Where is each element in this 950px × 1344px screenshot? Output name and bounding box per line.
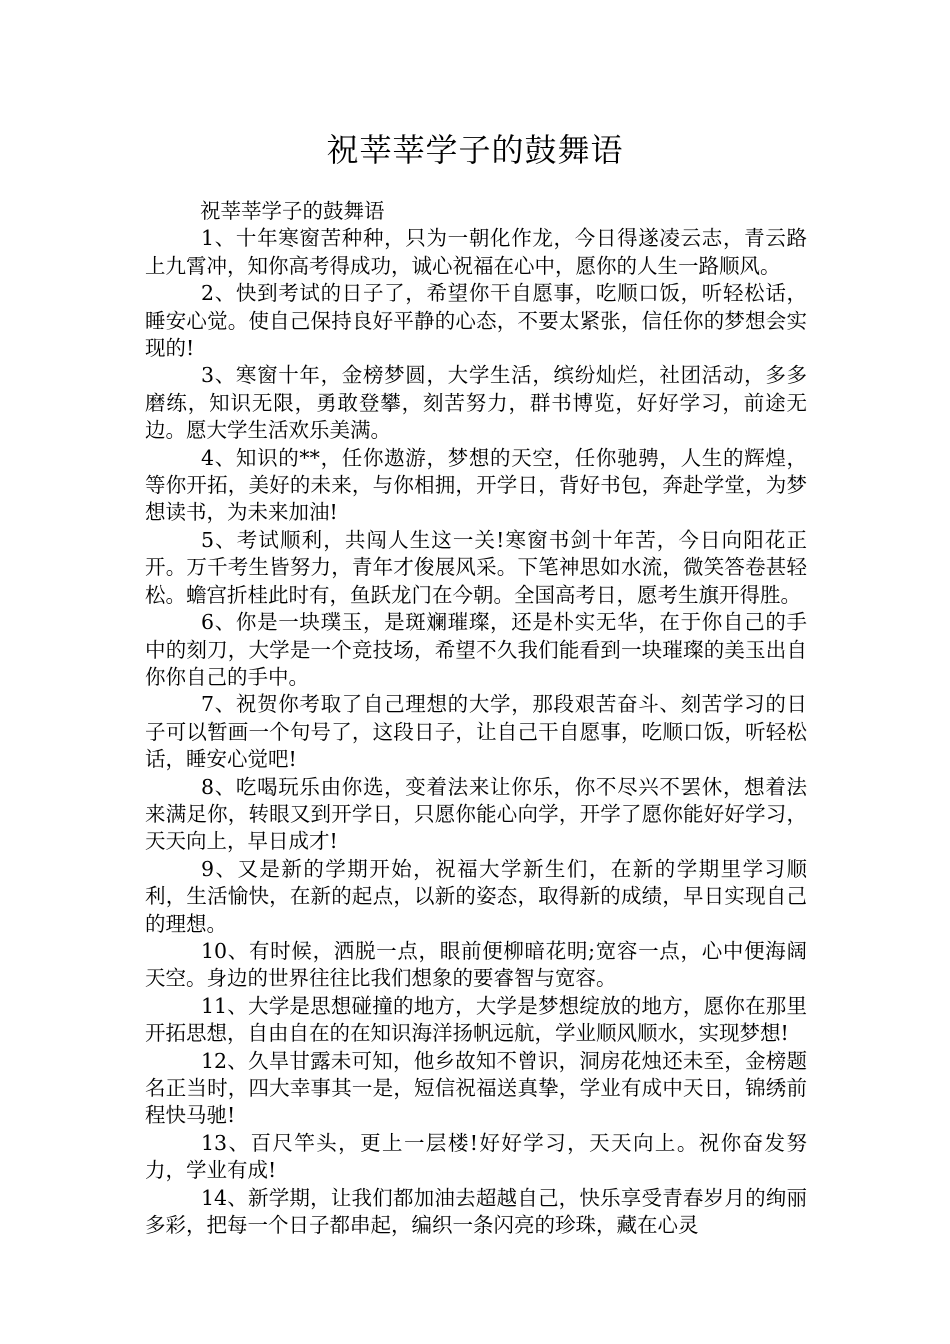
paragraph-7: 7、祝贺你考取了自己理想的大学，那段艰苦奋斗、刻苦学习的日子可以暂画一个句号了，这段日子，让自己干自愿事，吃顺口饭，听轻松话，睡安心觉吧!: [145, 692, 807, 772]
paragraph-2: 2、快到考试的日子了，希望你干自愿事，吃顺口饭，听轻松话，睡安心觉。使自己保持良好平静的心态，不要太紧张，信任你的梦想会实现的!: [145, 281, 807, 361]
paragraph-9: 9、又是新的学期开始，祝福大学新生们，在新的学期里学习顺利，生活愉快，在新的起点，以新的姿态，取得新的成绩，早日实现自己的理想。: [145, 856, 807, 936]
paragraph-10: 10、有时候，洒脱一点，眼前便柳暗花明;宽容一点，心中便海阔天空。身边的世界往往比我们想象的要睿智与宽容。: [145, 938, 807, 991]
paragraph-14: 14、新学期，让我们都加油去超越自己，快乐享受青春岁月的绚丽多彩，把每一个日子都串起，编织一条闪亮的珍珠，藏在心灵: [145, 1185, 807, 1238]
paragraph-8: 8、吃喝玩乐由你选，变着法来让你乐，你不尽兴不罢休，想着法来满足你，转眼又到开学日，只愿你能心向学，开学了愿你能好好学习，天天向上，早日成才!: [145, 774, 807, 854]
paragraph-3: 3、寒窗十年，金榜梦圆，大学生活，缤纷灿烂，社团活动，多多磨练，知识无限，勇敢登攀，刻苦努力，群书博览，好好学习，前途无边。愿大学生活欢乐美满。: [145, 363, 807, 443]
paragraph-6: 6、你是一块璞玉，是斑斓璀璨，还是朴实无华，在于你自己的手中的刻刀，大学是一个竞技场，希望不久我们能看到一块璀璨的美玉出自你你自己的手中。: [145, 610, 807, 689]
paragraph-5: 5、考试顺利，共闯人生这一关!寒窗书剑十年苦，今日向阳花正开。万千考生皆努力，青年才俊展风采。下笔神思如水流，微笑答卷甚轻松。蟾宫折桂此时有，鱼跃龙门在今朝。全国高考日，愿考生旗开得胜。: [145, 527, 807, 607]
paragraph-1: 1、十年寒窗苦种种，只为一朝化作龙，今日得遂凌云志，青云路上九霄冲，知你高考得成功，诚心祝福在心中，愿你的人生一路顺风。: [145, 226, 807, 278]
paragraph-12: 12、久旱甘露未可知，他乡故知不曾识，洞房花烛还未至，金榜题名正当时，四大幸事其一是，短信祝福送真挚，学业有成中天日，锦绣前程快马驰!: [145, 1048, 807, 1128]
paragraph-4: 4、知识的**，任你遨游，梦想的天空，任你驰骋，人生的辉煌，等你开拓，美好的未来，与你相拥，开学日，背好书包，奔赴学堂，为梦想读书，为未来加油!: [145, 445, 807, 525]
document-title: 祝莘莘学子的鼓舞语: [326, 131, 624, 169]
document-body: [145, 198, 807, 1239]
paragraph-11: 11、大学是思想碰撞的地方，大学是梦想绽放的地方，愿你在那里开拓思想，自由自在的在知识海洋扬帆远航，学业顺风顺水，实现梦想!: [145, 993, 807, 1046]
document-subtitle: 祝莘莘学子的鼓舞语: [200, 199, 385, 223]
paragraph-13: 13、百尺竿头，更上一层楼!好好学习，天天向上。祝你奋发努力，学业有成!: [145, 1130, 807, 1183]
